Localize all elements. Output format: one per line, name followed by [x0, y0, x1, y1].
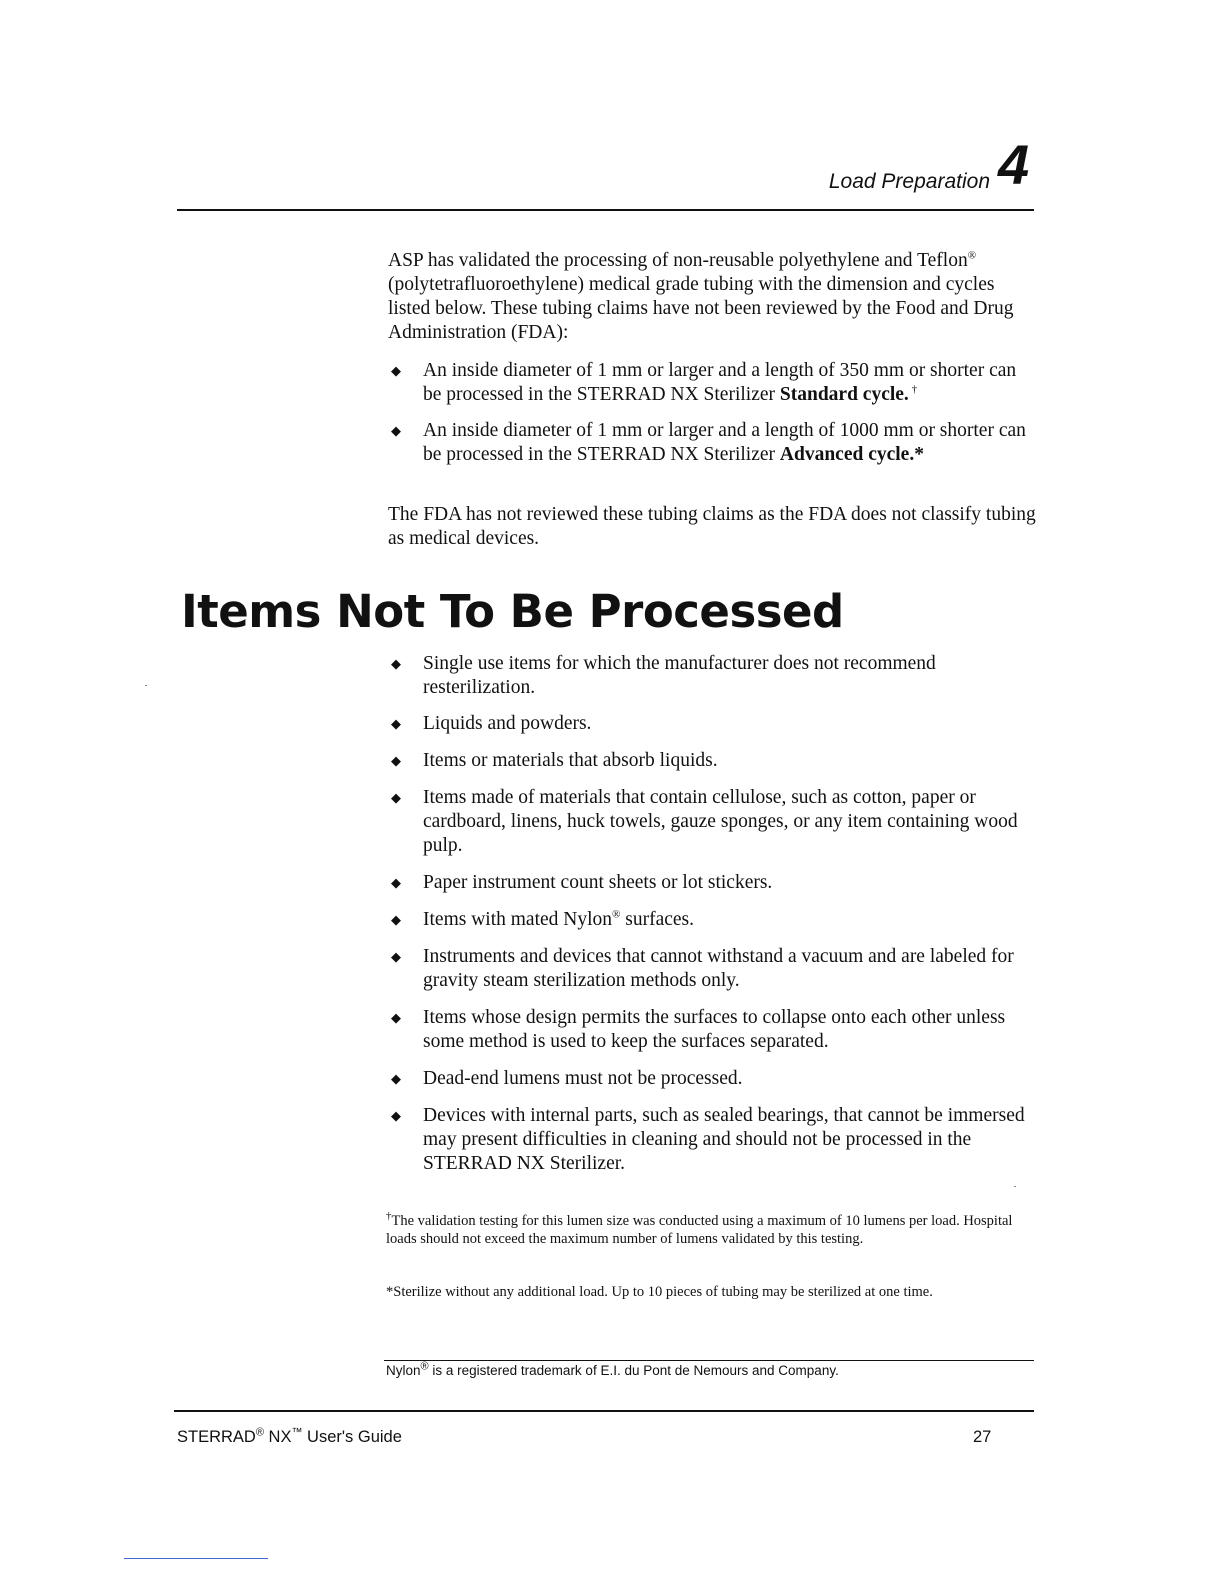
scan-speck: [1014, 1186, 1016, 1187]
footer-text: STERRAD: [177, 1428, 256, 1446]
diamond-bullet-icon: ◆: [391, 949, 401, 964]
registered-mark: ®: [420, 1360, 429, 1373]
dagger-mark: †: [908, 383, 918, 396]
item-text: Dead-end lumens must not be processed.: [423, 1068, 743, 1089]
item-text: Items or materials that absorb liquids.: [423, 750, 718, 771]
scan-speck: [145, 685, 147, 686]
diamond-bullet-icon: ◆: [391, 363, 401, 378]
diamond-bullet-icon: ◆: [391, 753, 401, 768]
chapter-number: 4: [998, 133, 1030, 196]
list-item: [388, 359, 1038, 407]
chapter-title: Load Preparation: [828, 170, 990, 193]
list-item: [388, 419, 1038, 467]
item-text: Liquids and powders.: [423, 713, 592, 734]
diamond-bullet-icon: ◆: [391, 875, 401, 890]
registered-mark: ®: [967, 249, 977, 262]
trademark-text: Nylon: [386, 1363, 421, 1378]
list-item: [388, 1006, 1038, 1054]
items-not-processed-list: [388, 652, 1038, 1176]
diamond-bullet-icon: ◆: [391, 656, 401, 671]
page-number: 27: [973, 1428, 992, 1446]
bullet-text: An inside diameter of 1 mm or larger and a length of 1000 mm or shorter can be processed in the STERRAD NX Sterilizer: [423, 420, 1026, 465]
item-text: Items whose design permits the surfaces to collapse onto each other unless some method is used to keep the surfaces separated.: [423, 1007, 1006, 1052]
item-text: Instruments and devices that cannot withstand a vacuum and are labeled for gravity steam sterilization methods only.: [423, 946, 1014, 991]
list-item: [388, 1104, 1038, 1176]
list-item: [388, 945, 1038, 993]
list-item: [388, 712, 1038, 736]
footer-text: User's Guide: [302, 1428, 402, 1446]
fda-paragraph: The FDA has not reviewed these tubing claims as the FDA does not classify tubing as medical devices.: [388, 504, 1036, 549]
diamond-bullet-icon: ◆: [391, 790, 401, 805]
trademark-rule: [384, 1360, 1034, 1361]
guide-title: [177, 1428, 402, 1447]
diamond-bullet-icon: ◆: [391, 423, 401, 438]
registered-mark: ®: [255, 1426, 264, 1439]
trademark-note: [386, 1360, 839, 1379]
header-rule: [177, 209, 1034, 211]
list-item: [388, 786, 1038, 858]
item-text: Single use items for which the manufacturer does not recommend resterilization.: [423, 653, 936, 698]
diamond-bullet-icon: ◆: [391, 1108, 401, 1123]
list-item: [388, 908, 1038, 932]
tubing-claims-list: [388, 359, 1038, 467]
standard-cycle-label: Standard cycle.: [779, 384, 909, 405]
list-item: [388, 1067, 1038, 1091]
item-text: Devices with internal parts, such as sealed bearings, that cannot be immersed may present difficulties in cleaning and should not be processed in the STERRAD NX Sterilizer.: [423, 1105, 1025, 1174]
intro-text-b: (polytetrafluoroethylene) medical grade tubing with the dimension and cycles listed below. These tubing claims have not been reviewed by the Food and Drug Administration (FDA):: [388, 274, 1014, 343]
list-item: [388, 871, 1038, 895]
item-text: surfaces.: [620, 909, 695, 930]
item-text: Items with mated Nylon: [423, 909, 613, 930]
star-footnote: *Sterilize without any additional load. Up to 10 pieces of tubing may be sterilized at one time.: [386, 1284, 933, 1300]
advanced-cycle-label: Advanced cycle.*: [779, 444, 924, 465]
footer-rule: [174, 1410, 1034, 1412]
dagger-mark: †: [386, 1210, 392, 1223]
trademark-mark: ™: [291, 1426, 303, 1439]
diamond-bullet-icon: ◆: [391, 1010, 401, 1025]
item-text: Paper instrument count sheets or lot stickers.: [423, 872, 773, 893]
section-heading: Items Not To Be Processed: [181, 585, 844, 638]
intro-paragraph: [388, 249, 1038, 345]
list-item: [388, 652, 1038, 700]
diamond-bullet-icon: ◆: [391, 912, 401, 927]
item-text: Items made of materials that contain cellulose, such as cotton, paper or cardboard, linens, huck towels, gauze sponges, or any item containing wood pulp.: [423, 787, 1018, 856]
registered-mark: ®: [612, 908, 621, 921]
footnote-text: The validation testing for this lumen size was conducted using a maximum of 10 lumens per load. Hospital loads should not exceed the maximum number of lumens validated by this testing.: [386, 1213, 1013, 1247]
scan-artifact-line: [124, 1558, 268, 1559]
footer-text: NX: [263, 1428, 292, 1446]
intro-text-a: ASP has validated the processing of non-reusable polyethylene and Teflon: [388, 250, 968, 271]
diamond-bullet-icon: ◆: [391, 716, 401, 731]
bullet-text: An inside diameter of 1 mm or larger and a length of 350 mm or shorter can be processed in the STERRAD NX Sterilizer: [423, 360, 1017, 405]
trademark-text: is a registered trademark of E.I. du Pont de Nemours and Company.: [428, 1363, 839, 1378]
dagger-footnote: [386, 1212, 1016, 1248]
diamond-bullet-icon: ◆: [391, 1071, 401, 1086]
list-item: [388, 749, 1038, 773]
